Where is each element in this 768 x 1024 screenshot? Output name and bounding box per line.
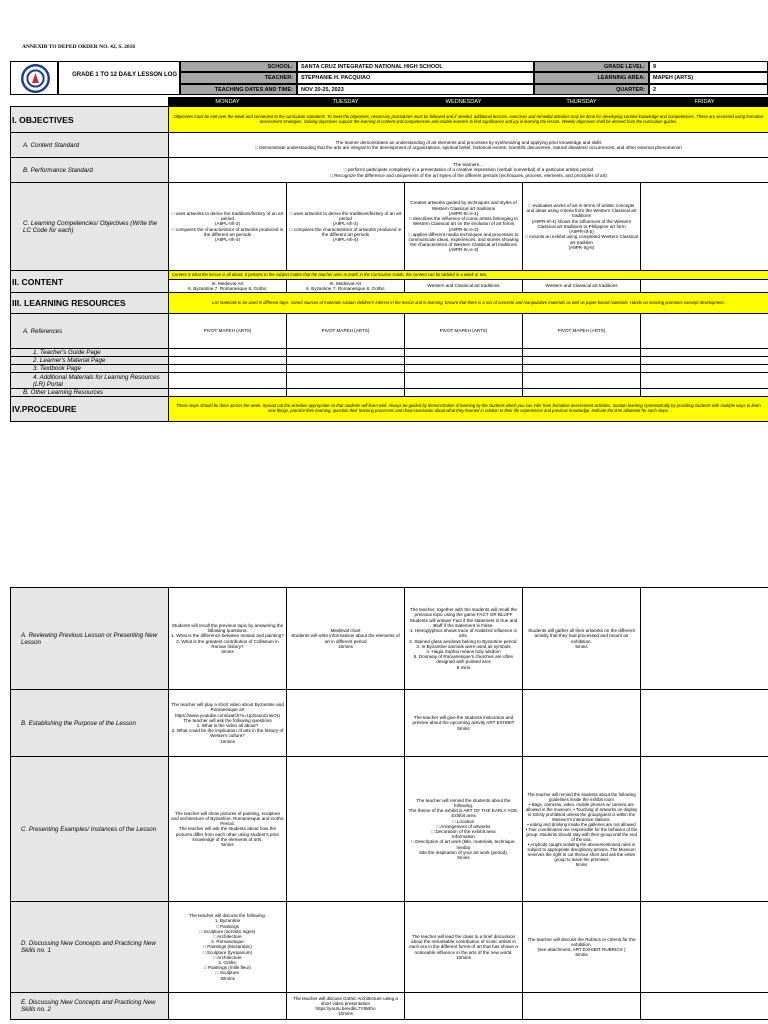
- references-label: A. References: [11, 314, 169, 349]
- step-d-wednesday: The teacher will lead the class to a brief discussion about the remarkable contribution of iconic artists in each era in the different forms of art that has shown a noticeable influence in the arts of the new world. 10mins: [405, 902, 523, 993]
- step-d-thursday: The teacher will discuss the Rubrics or criteria for the exhibition. (see attachment, ART EXHIBIT RUBRICS ) 5mins: [523, 902, 641, 993]
- corner-cell: [11, 98, 169, 107]
- learners-material-thursday: [523, 357, 641, 365]
- step-c-thursday: The teacher will remind the students about the following guidelines inside the exhibit room • Bags, cameras, video, mobile phones w/ camera are allowed in the museum. • Touching of artworks on display is strictly prohibited unless the group/guest is within the Museum's interactive stations. • eating and drinking inside the galleries are not allowed • Tour coordinators are responsible for the behavior of the group. Students should stay with their group until the end of the tour. • Anybody caught violating the abovementioned rules is subject to appropriate disciplinary actions. The Museum reserves the right to cut the/our short and ask the entire group to leave the premises 5mins: [523, 757, 641, 902]
- teachers-guide-wednesday: [405, 349, 523, 357]
- form-title: GRADE 1 TO 12 DAILY LESSON LOG: [58, 61, 180, 95]
- resources-note: List materials to be used in different days. Varied sources of materials sustain children's interest in the lesson and in learning. Ensure that there is a mix of concrete and manipulative materials as well as paper-based materials. Hands-on learning promotes concept development.: [169, 293, 768, 314]
- procedure-note: These steps should be done across the week. Spread out the activities appropriate so that students will learn well. Always be guided by demonstration of learning by the students which you can infer from formative assessment activities. Sustain learning systematically by providing students with multiple ways to learn new things, practice their learning, question their learning processes and draw conclusion about what they learned in relation to their life experiences and previous knowledge. Indicate the time allotment for each steps.: [169, 397, 768, 422]
- step-e-tuesday: The teacher will discuss Gothic Architecture using a short video presentation https://youtu.be/vdkL7Y8Who 10mins: [287, 993, 405, 1020]
- content-standard-row: [11, 133, 768, 158]
- learners-material-monday: [169, 357, 287, 365]
- content-friday: [641, 280, 768, 293]
- textbook-row: [11, 365, 768, 373]
- step-d-label: D. Discussing New Concepts and Practicing New Skills no. 1: [11, 902, 169, 993]
- additional-materials-wednesday: [405, 373, 523, 389]
- school-value: SANTA CRUZ INTEGRATED NATIONAL HIGH SCHOOL: [297, 61, 534, 72]
- header-row-dates: [180, 84, 768, 95]
- step-b-monday: The teacher will play a short video about Byzantine and Romanesque art https://www.youtube.com/watch?v=UpGaouCnwOU The teacher will ask the following questions 1. What is the video all about? 2. What could be the implication of arts in the history of Western culture? 10mins: [169, 690, 287, 757]
- textbook-tuesday: [287, 365, 405, 373]
- textbook-wednesday: [405, 365, 523, 373]
- performance-standard-row: [11, 158, 768, 183]
- objectives-row: [11, 107, 768, 133]
- day-friday: FRIDAY: [641, 98, 768, 107]
- day-monday: MONDAY: [169, 98, 287, 107]
- step-b-tuesday: [287, 690, 405, 757]
- step-e-thursday: [523, 993, 641, 1020]
- other-resources-monday: [169, 389, 287, 397]
- learning-area-label: LEARNING AREA:: [534, 72, 649, 83]
- learners-material-friday: [641, 357, 768, 365]
- step-b-thursday: [523, 690, 641, 757]
- other-resources-tuesday: [287, 389, 405, 397]
- quarter-label: QUARTER:: [534, 84, 649, 95]
- other-resources-wednesday: [405, 389, 523, 397]
- learners-material-wednesday: [405, 357, 523, 365]
- procedure-step-row: [11, 690, 768, 757]
- reference-monday: PIVOT MAPEH (ARTS): [169, 314, 287, 349]
- step-c-wednesday: The teacher will remind the students about the following. The theme of the exhibit is ART OF THE EARLY AGE. Exhibit area □ Location □ Arrangement of artworks □ Decoration of the exhibit area Information □ Description of art work (title, materials, technique, media) Site the inspiration of your art work (period). 5mins: [405, 757, 523, 902]
- other-resources-row: [11, 389, 768, 397]
- step-a-monday: Students will recall the previous topic by answering the following questions. 1. What is the difference between mosaic and painting? 2. What is the greatest contribution of Colliseum in Roman history? 5mins: [169, 588, 287, 690]
- step-e-wednesday: [405, 993, 523, 1020]
- grade-level-label: GRADE LEVEL:: [534, 61, 649, 72]
- step-e-label: E. Discussing New Concepts and Practicing New Skills no. 2: [11, 993, 169, 1020]
- step-b-label: B. Establishing the Purpose of the Lesson: [11, 690, 169, 757]
- additional-materials-thursday: [523, 373, 641, 389]
- teachers-guide-row: [11, 349, 768, 357]
- procedure-step-row: [11, 757, 768, 902]
- content-thursday: Western and Classical art traditions: [523, 280, 641, 293]
- lesson-log-table-top: [10, 97, 768, 422]
- teachers-guide-monday: [169, 349, 287, 357]
- lesson-log-table-procedure: [10, 587, 768, 1020]
- reference-friday: [641, 314, 768, 349]
- step-d-tuesday: [287, 902, 405, 993]
- procedure-row: [11, 397, 768, 422]
- procedure-heading: IV.PROCEDURE: [11, 397, 169, 422]
- content-standard-label: A. Content Standard: [11, 133, 169, 158]
- day-tuesday: TUESDAY: [287, 98, 405, 107]
- teachers-guide-friday: [641, 349, 768, 357]
- day-header-row: [11, 98, 768, 107]
- objectives-heading: I. OBJECTIVES: [11, 107, 169, 133]
- header-row-school: [180, 61, 768, 72]
- content-monday: III. Medieval Art 6. Byzantine 7. Romanesque 8. Gothic: [169, 280, 287, 293]
- competencies-row: [11, 183, 768, 271]
- content-wednesday: Western and Classical art traditions: [405, 280, 523, 293]
- teachers-guide-label: 1. Teacher's Guide Page: [11, 349, 169, 357]
- step-c-monday: The teacher will show pictures of painting, sculpture and architecture of Byzantine, Romanesque and Gothic Period. The teacher will ask the students about how the pictures differ from each other using student's prior knowledge of the elements of arts. 5mins: [169, 757, 287, 902]
- additional-materials-label: 4. Additional Materials for Learning Resources (LR) Portal: [11, 373, 169, 389]
- teacher-label: TEACHER:: [180, 72, 297, 83]
- step-d-friday: [641, 902, 768, 993]
- content-heading: II. CONTENT: [11, 271, 169, 293]
- logo-cell: [10, 61, 58, 95]
- content-note: Content is what the lesson is all about. It pertains to the subject matter that the teacher aims to teach in the Curriculum Guide, the content can be tackled in a week or two.: [169, 271, 768, 280]
- reference-thursday: PIVOT MAPEH (ARTS): [523, 314, 641, 349]
- header-row-teacher: [180, 72, 768, 83]
- step-c-label: C. Presenting Examples/ Instances of the Lesson: [11, 757, 169, 902]
- textbook-friday: [641, 365, 768, 373]
- other-resources-label: B. Other Learning Resources: [11, 389, 169, 397]
- competency-thursday: □ evaluates works of art in terms of artistic concepts and ideas using criteria from the Western Classical art traditions (A9PR-IIf-4) shows the influences of the Western Classical art traditions to Philippine art form (A9PR-IIf-5) □ mounts an exhibit using completed Western Classical art tradition (A9PR-IIg-6): [523, 183, 641, 271]
- other-resources-friday: [641, 389, 768, 397]
- day-thursday: THURSDAY: [523, 98, 641, 107]
- step-a-friday: [641, 588, 768, 690]
- step-a-wednesday: The teacher, together with the students will recall the previous topic using the game FACT OR BLUFF Students will answer Fact if the statement is true and Bluff if the statement is False. 1. Hieroglyphics shows trace of Arabized influence in arts. 2. Stained glass windows belong to Byzantine period. 3. In Byzantine animals were used as symbols 4. Hagia Sophia means holy wisdom 5. Doorway of Romanesque's churches are often designed with pointed arcs 5 mins: [405, 588, 523, 690]
- competency-wednesday: Creates artworks guided by techniques and styles of Western Classical art traditions (A9PR-IIc-e-1) □ describes the influence of iconic artists belonging to Western Classical art on the evolution of art forms (A9PR-IIc-e-2) □ applies different media techniques and processes to communicate ideas, experiences, and stories showing the characteristics of Western Classical art traditions (A9PR-IIc-e-3): [405, 183, 523, 271]
- step-b-friday: [641, 690, 768, 757]
- additional-materials-row: [11, 373, 768, 389]
- textbook-label: 3. Textbook Page: [11, 365, 169, 373]
- additional-materials-friday: [641, 373, 768, 389]
- competency-monday: □ uses artworks to derive the traditions/history of an art period (A9PL-IIh-3) □ compares the characteristics of artworks produced in the different art periods (A9PL-IIh-4): [169, 183, 287, 271]
- school-label: SCHOOL:: [180, 61, 297, 72]
- textbook-thursday: [523, 365, 641, 373]
- learners-material-tuesday: [287, 357, 405, 365]
- content-tuesday: III. Medieval Art 6. Byzantine 7. Romanesque 8. Gothic: [287, 280, 405, 293]
- learners-material-row: [11, 357, 768, 365]
- step-e-friday: [641, 993, 768, 1020]
- step-d-monday: The teacher will discuss the following: 1. Byzantine □ Paintings □ Sculpture (acrostic signs) □ Architecture 2. Romanesque □ Paintings (Mozarabic) □ Sculpture (tympanum) □ Architecture 3. Gothic □ Paintings (mille fleur) □ Sculpture 30mins: [169, 902, 287, 993]
- other-resources-thursday: [523, 389, 641, 397]
- step-a-label: A. Reviewing Previous Lesson or Presenting New Lesson: [11, 588, 169, 690]
- step-c-friday: [641, 757, 768, 902]
- resources-heading: III. LEARNING RESOURCES: [11, 293, 169, 314]
- competency-friday: [641, 183, 768, 271]
- learning-area-value: MAPEH (ARTS): [649, 72, 768, 83]
- step-b-wednesday: The teacher will give the students instruction and preview about the upcoming activity ART EXHIBIT 5mins: [405, 690, 523, 757]
- additional-materials-monday: [169, 373, 287, 389]
- step-a-thursday: Students will gather all their artworks on the different activity that they had processed and mount an exhibition. 5mins: [523, 588, 641, 690]
- learners-material-label: 2. Learner's Material Page: [11, 357, 169, 365]
- resources-row: [11, 293, 768, 314]
- dates-label: TEACHING DATES AND TIME:: [180, 84, 297, 95]
- textbook-monday: [169, 365, 287, 373]
- performance-standard-value: The learners… □ perform/ participate completely in a presentation of a creative impression (verbal/ nonverbal) of a particular artistic period □ Recognize the difference and uniqueness of the art styles of the different periods (techniques, process, elements, and principles of art): [169, 158, 768, 183]
- step-c-tuesday: [287, 757, 405, 902]
- procedure-step-row: [11, 902, 768, 993]
- annex-reference: ANNEXIB TO DEPED ORDER NO. 42, S. 2016: [22, 44, 136, 50]
- quarter-value: 2: [649, 84, 768, 95]
- dates-value: NOV 20-25, 2023: [297, 84, 534, 95]
- procedure-step-row: [11, 588, 768, 690]
- day-wednesday: WEDNESDAY: [405, 98, 523, 107]
- competency-tuesday: □ uses artworks to derive the traditions/history of an art period (A9PL-IIh-3) □ compares the characteristics of artworks produced in the different art periods (A9PL-IIh-4): [287, 183, 405, 271]
- teachers-guide-thursday: [523, 349, 641, 357]
- grade-level-value: 9: [649, 61, 768, 72]
- content-row: [11, 271, 768, 280]
- lesson-log-header: [10, 61, 768, 95]
- references-row: [11, 314, 768, 349]
- deped-seal-icon: [21, 64, 50, 93]
- reference-wednesday: PIVOT MAPEH (ARTS): [405, 314, 523, 349]
- reference-tuesday: PIVOT MAPEH (ARTS): [287, 314, 405, 349]
- procedure-step-row: [11, 993, 768, 1020]
- competencies-label: C. Learning Competencies/ Objectives (Write the LC Code for each): [11, 183, 169, 271]
- teachers-guide-tuesday: [287, 349, 405, 357]
- additional-materials-tuesday: [287, 373, 405, 389]
- content-standard-value: The learner demonstrates an understanding of art elements and processes by synthesizing and applying prior knowledge and skills □ Demonstrate understanding that the arts are integral to the development of organizations, spiritual belief, historical events, scientific discoveries, natural disasters/ occurrences, and other external phenomenon: [169, 133, 768, 158]
- performance-standard-label: B. Performance Standard: [11, 158, 169, 183]
- teacher-value: STEPHANIE H. PACQUIAO: [297, 72, 534, 83]
- objectives-note: Objectives must be met over the week and connected to the curriculum standards. To meet the objectives, necessary procedures must be followed and if needed, additional lessons, exercises and remedial activities may be done for developing content knowledge and competencies. These are assessed using formative assessment strategies. Valuing objectives support the learning of content and competencies and enable learners to find significance and joy in learning the lesson. Weekly objectives shall be derived from the curriculum guides.: [169, 107, 768, 133]
- step-a-tuesday: Medieval chart Students will write informations about the elements of art in different period 10mins: [287, 588, 405, 690]
- step-e-monday: [169, 993, 287, 1020]
